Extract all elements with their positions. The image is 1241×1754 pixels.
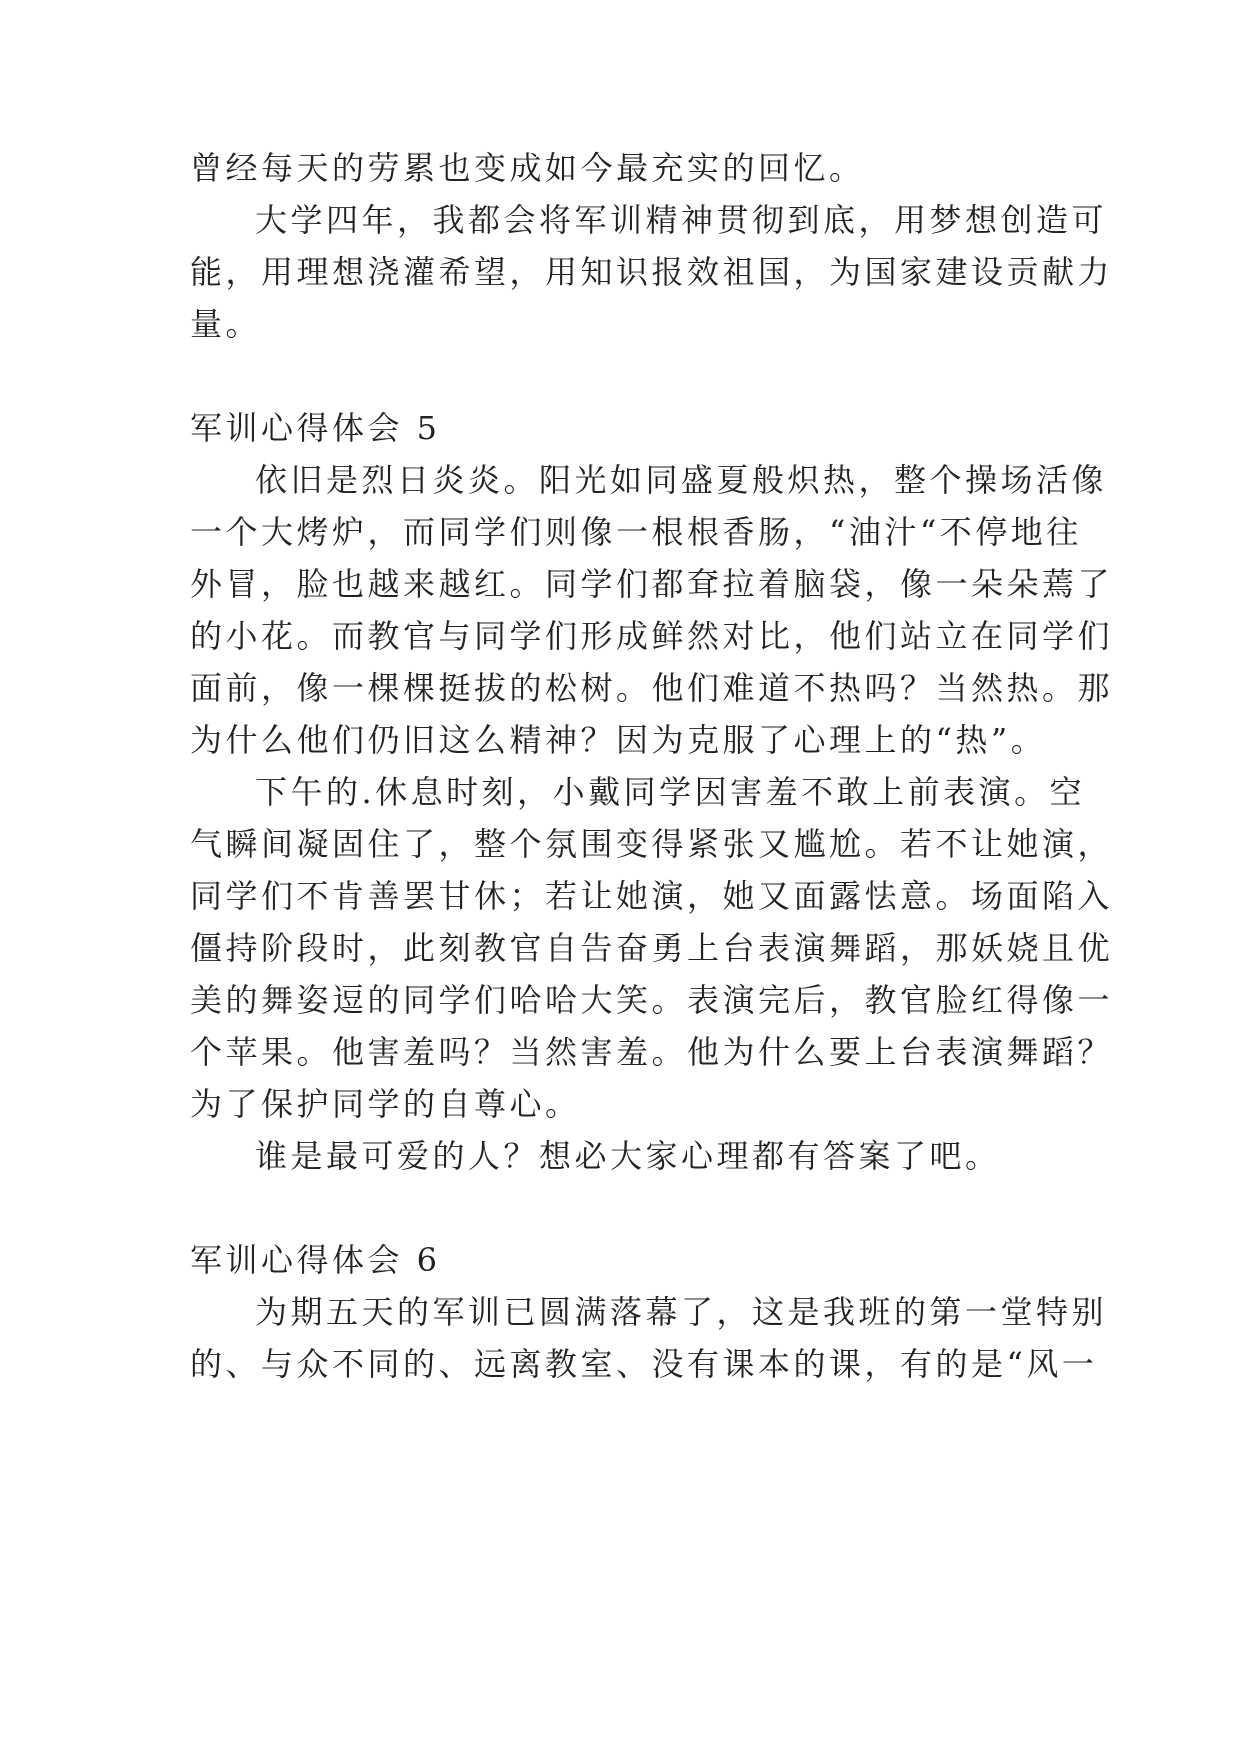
- paragraph-line: 外冒，脸也越来越红。同学们都耷拉着脑袋，像一朵朵蔫了: [190, 565, 1114, 603]
- paragraph-line: 僵持阶段时，此刻教官自告奋勇上台表演舞蹈，那妖娆且优: [190, 929, 1114, 967]
- paragraph-line: 大学四年，我都会将军训精神贯彻到底，用梦想创造可: [255, 201, 1108, 239]
- paragraph-line: 同学们不肯善罢甘休；若让她演，她又面露怯意。场面陷入: [190, 877, 1114, 915]
- paragraph-line: 为什么他们仍旧这么精神？因为克服了心理上的“热”。: [190, 721, 1047, 759]
- paragraph-line: 量。: [190, 305, 262, 343]
- paragraph-line: 为期五天的军训已圆满落幕了，这是我班的第一堂特别: [255, 1293, 1108, 1331]
- paragraph-line: 谁是最可爱的人？想必大家心理都有答案了吧。: [255, 1137, 1001, 1175]
- paragraph-line: 的小花。而教官与同学们形成鲜然对比，他们站立在同学们: [190, 617, 1114, 655]
- paragraph-line: 能，用理想浇灌希望，用知识报效祖国，为国家建设贡献力: [190, 253, 1114, 291]
- paragraph-line: 美的舞姿逗的同学们哈哈大笑。表演完后，教官脸红得像一: [190, 981, 1114, 1019]
- paragraph-line: 曾经每天的劳累也变成如今最充实的回忆。: [190, 149, 865, 187]
- paragraph-line: 的、与众不同的、远离教室、没有课本的课，有的是“风一: [190, 1345, 1098, 1383]
- section-heading: 军训心得体会 6: [190, 1241, 441, 1279]
- paragraph-line: 一个大烤炉，而同学们则像一根根香肠，“油汁“不停地往: [190, 513, 1082, 551]
- section-heading: 军训心得体会 5: [190, 409, 441, 447]
- paragraph-line: 个苹果。他害羞吗？当然害羞。他为什么要上台表演舞蹈？: [190, 1033, 1114, 1071]
- paragraph-line: 下午的.休息时刻，小戴同学因害羞不敢上前表演。空: [255, 773, 1086, 811]
- paragraph-line: 面前，像一棵棵挺拔的松树。他们难道不热吗？当然热。那: [190, 669, 1114, 707]
- paragraph-line: 为了保护同学的自尊心。: [190, 1085, 581, 1123]
- paragraph-line: 依旧是烈日炎炎。阳光如同盛夏般炽热，整个操场活像: [255, 461, 1108, 499]
- paragraph-line: 气瞬间凝固住了，整个氛围变得紧张又尴尬。若不让她演，: [190, 825, 1114, 863]
